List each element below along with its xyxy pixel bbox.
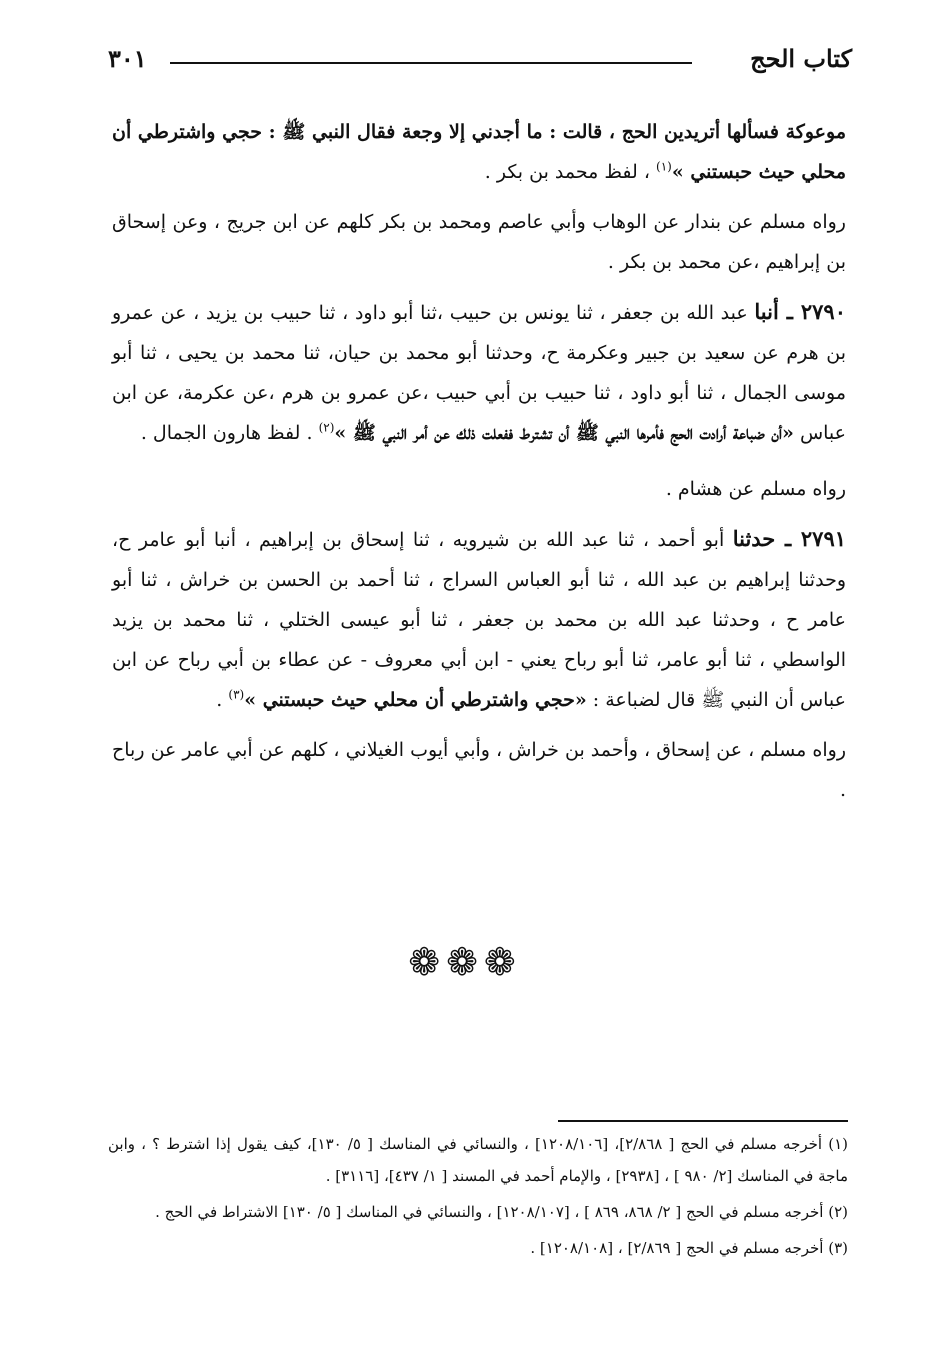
footnote-2: (٢) أخرجه مسلم في الحج [ ٢/ ٨٦٨، ٨٦٩ ] ، [١٢٠٨/١٠٧] ، والنسائي في المناسك [ ٥/ ١٣٠] الاشتراط في الحج . [155, 1203, 848, 1221]
footnote-ref: (٢) [318, 420, 335, 435]
section-ornament: ❁❁❁ [408, 940, 522, 984]
hadith-quote: «أن ضباعة أرادت الحج فأمرها النبي ﷺ أن تشترط ففعلت ذلك عن أمر النبي ﷺ » [334, 422, 794, 444]
footnote-rule [558, 1120, 848, 1122]
paragraph-4: رواه مسلم عن هشام . [665, 478, 846, 500]
page-number: ٣٠١ [108, 44, 147, 73]
hadith-number: ٢٧٩١ ـ حدثنا [732, 526, 847, 551]
footnotes [108, 1128, 848, 1264]
isnad-text: عبد الله بن جعفر ، ثنا يونس بن حبيب ،ثنا أبو داود ، ثنا حبيب بن يزيد ، عن عمرو بن هرم عن سعيد بن جبير وعكرمة ح، وحدثنا أبو محمد بن حيان، ثنا محمد بن يحيى ، ثنا أبو موسى الجمال ، ثنا أبو داود ، ثنا حبيب بن أبي حبيب ،عن عمرو بن هرم ،عن عكرمة، عن ابن عباس [112, 302, 846, 444]
book-title: كتاب الحج [750, 44, 852, 73]
hadith-2791 [112, 519, 846, 720]
hadith-2790 [112, 292, 846, 453]
footnote-1: (١) أخرجه مسلم في الحج [ ٢/٨٦٨]، [١٢٠٨/١٠٦] ، والنسائي في المناسك [ ٥/ ١٣٠]، كيف يقول إذا اشترط ؟ ، وابن ماجة في المناسك [٢/ ٩٨٠ ] ، [٢٩٣٨] ، والإمام أحمد في المسند [ ١/ ٤٣٧]، [٣١١٦] . [108, 1135, 848, 1185]
hadith-quote: «حجي واشترطي أن محلي حيث حبستني » [244, 689, 587, 711]
paragraph-text: . [216, 689, 229, 711]
paragraph-text: . لفظ هارون الجمال . [140, 422, 319, 444]
header-rule [170, 62, 692, 64]
hadith-number: ٢٧٩٠ ـ أنبا [754, 299, 846, 324]
paragraph-1 [112, 112, 846, 192]
footnote-3: (٣) أخرجه مسلم في الحج [ ٢/٨٦٩] ، [١٢٠٨/١٠٨] . [530, 1239, 848, 1257]
hadith-quote: موعوكة فسألها أتريدين الحج ، قالت : ما أجدني إلا وجعة فقال النبي ﷺ : حجي واشترطي أن محلي حيث حبستني » [112, 121, 846, 183]
paragraph-text: ، لفظ محمد بن بكر . [484, 161, 657, 183]
main-text [112, 112, 846, 810]
paragraph-2: رواه مسلم عن بندار عن الوهاب وأبي عاصم ومحمد بن بكر كلهم عن ابن جريج ، وعن إسحاق بن إبراهيم ،عن محمد بن بكر . [112, 211, 846, 273]
paragraph-6: رواه مسلم ، عن إسحاق ، وأحمد بن خراش ، وأبي أيوب الغيلاني ، كلهم عن أبي عامر عن رباح . [112, 739, 846, 801]
footnote-ref: (١) [656, 159, 672, 174]
isnad-text: أبو أحمد ، ثنا عبد الله بن شيرويه ، ثنا إسحاق بن إبراهيم ، أنبا أبو عامر ح، وحدثنا إبراهيم بن عبد الله ، ثنا أبو العباس السراج ، ثنا أحمد بن الحسن بن خراش ، ثنا أبو عامر ح ، وحدثنا عبد الله بن محمد بن جعفر ، ثنا أبو عيسى الختلي ، ثنا محمد بن يزيد الواسطي ، ثنا أبو عامر، ثنا أبو رباح يعني - ابن أبي معروف - عن عطاء بن أبي رباح عن ابن عباس أن النبي ﷺ قال لضباعة : [112, 529, 846, 711]
running-header [108, 44, 852, 80]
footnote-ref: (٣) [228, 687, 245, 702]
